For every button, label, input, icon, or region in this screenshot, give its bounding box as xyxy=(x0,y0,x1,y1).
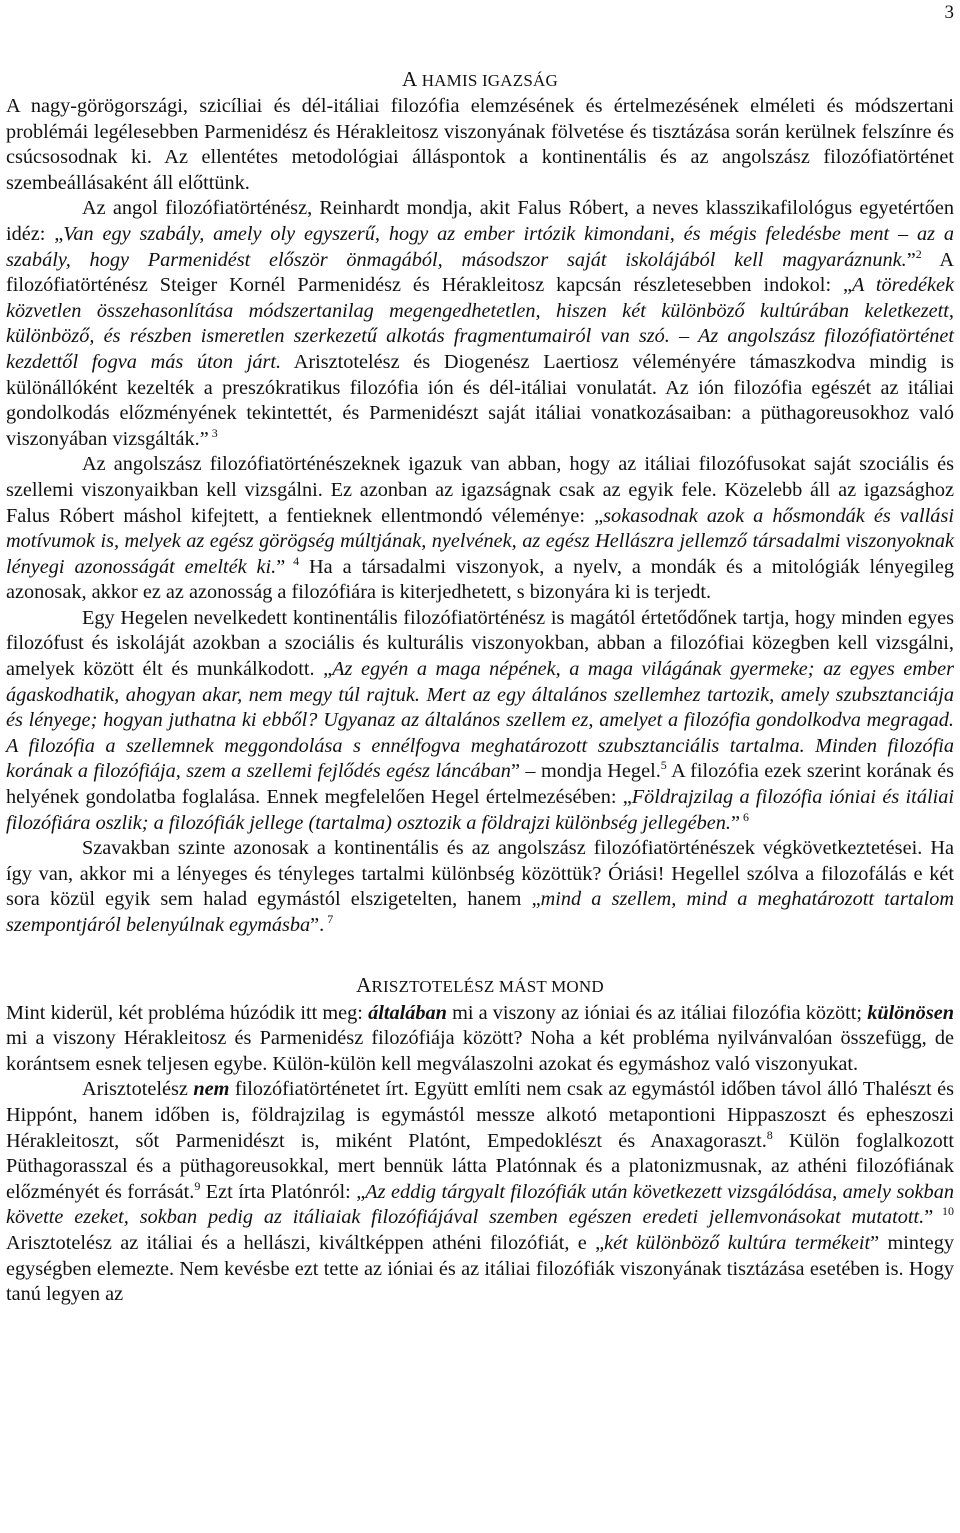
emphasis-altalaban: általában xyxy=(368,1001,447,1024)
footnote-ref-10[interactable]: 10 xyxy=(933,1204,954,1219)
paragraph-7: Arisztotelész nem filozófiatörténetet írt. Együtt említi nem csak az egymástól időben távol álló Thalészt és Hippónt, hanem időben is, földrajzilag is egymástól messze alkotó metapontioni Hippaszoszt és epheszoszi Hérakleitoszt, sőt Parmenidészt is, miként Platónt, Empedoklészt és Anaxagoraszt.$^8$ Külön foglalkozott Püthagorasszal és a püthagoreusokkal, mert bennük látta Platónnak és a platonizmusnak, az athéni filozófiának előzményét és forrását.$^9$ Ezt írta Platónról: „Az eddig tárgyalt filozófiák után következett vizsgálódása, amely sokban követte ezeket, sokban pedig az itáliaiak filozófiájával szemben egészen eredeti jellemvonásokat mutatott.” $^{10}$ Arisztotelész az itáliai és a hellászi, kiváltképpen athéni filozófiát, e „két különböző kultúra termékeit” mintegy egységben elemezte. Nem kevésbe ezt tette az ióniai és az itáliai filozófiák viszonyának tisztázása esetében is. Hogy tanú legyen az xyxy=(6,1078,954,1306)
footnote-ref-3[interactable]: 3 xyxy=(208,425,218,440)
quote-arisztotelesz: Az eddig tárgyalt filozófiák után következett vizsgálódása, amely sokban követte ezeket, sokban pedig az itáliaiak filozófiájával szemben egészen eredeti jellemvonásokat mutatott. xyxy=(6,1180,954,1229)
quote-reinhardt: Van egy szabály, amely oly egyszerű, hogy az ember irtózik kimondani, és mégis feledésbe ment – az a szabály, hogy Parmenidést először önmagából, másodszor saját iskolájából kell magyaráznunk. xyxy=(6,222,954,271)
footnote-ref-7[interactable]: 7 xyxy=(324,912,334,926)
paragraph-1: A nagy-görögországi, szicíliai és dél-itáliai filozófia elemzésének és értelmezésének elméleti és módszertani problémái legélesebben Parmenidész és Hérakleitosz viszonyának fölvetése és tisztázása során kerülnek felszínre és csúcsosodnak ki. Az ellentétes metodológiai álláspontok a kontinentális és az angolszász filozófiatörténet szembeállásaként áll előttünk. xyxy=(6,95,954,194)
emphasis-kulonosen: különösen xyxy=(867,1001,954,1024)
quote-falus: sokasodnak azok a hősmondák és vallási motívumok is, melyek az egész görögség múltjának, nyelvének, az egész Hellászra jellemző társadalmi viszonyoknak lényegi azonosságát emelték ki. xyxy=(6,504,954,578)
section-heading-hamis-igazsag: A HAMIS IGAZSÁG xyxy=(402,67,558,91)
quote-hegel-1: Az egyén a maga népének, a maga világának gyermeke; az egyes ember ágaskodhatik, ahogyan akar, nem megy túl rajtuk. Mert az egy általános szellemhez tartozik, amely szubsztanciája és lényege; hogyan juthatna ki ebből? Ugyanaz az általános szellem ez, amelyet a filozófia gondolkodva megragad. A filozófia a szellemnek meggondolása s ennélfogva meghatározott szubsztanciális tartalma. Minden filozófia korának a filozófiája, szem a szellemi fejlődés egész láncában xyxy=(6,658,954,783)
quote-ket-kultura: két különböző kultúra termékeit xyxy=(604,1231,871,1254)
paragraph-5: Szavakban szinte azonosak a kontinentális és az angolszász filozófiatörténészek végkövetkeztetései. Ha így van, akkor mi a lényeges és tényleges tartalmi különbség közöttük? Óriási! Hegellel szólva a filozofálás e két sora közül egyik sem halad egymástól elszigetelten, hanem „mind a szellem, mind a meghatározott tartalom szempontjáról belenyúlnak egymásba”. $^7$ xyxy=(6,837,954,936)
paragraph-3: Az angolszász filozófiatörténészeknek igazuk van abban, hogy az itáliai filozófusokat saját szociális és szellemi viszonyaikban kell vizsgálni. Ez azonban az igazságnak csak az egyik fele. Közelebb áll az igazsághoz Falus Róbert máshol kifejtett, a fentieknek ellentmondó véleménye: „sokasodnak azok a hősmondák és vallási motívumok is, melyek az egész görögség múltjának, nyelvének, az egész Hellászra jellemző társadalmi viszonyoknak lényegi azonosságát emelték ki.” $^4$ Ha a társadalmi viszonyok, a nyelv, a mondák és a mitológiák lényegileg azonosak, akkor ez az azonosság a filozófiára is kiterjedhetett, s bizonyára ki is terjedt. xyxy=(6,453,955,604)
footnote-ref-2[interactable]: 2 xyxy=(915,246,922,261)
footnote-ref-8[interactable]: 8 xyxy=(766,1127,773,1142)
page-number: 3 xyxy=(944,2,954,23)
quote-hegel-3: mind a szellem, mind a meghatározott tartalom szempontjáról belenyúlnak egymásba xyxy=(6,888,954,936)
quote-hegel-2: Földrajzilag a filozófia ióniai és itáliai filozófiára oszlik; a filozófiák jellege (tartalma) osztozik a földrajzi különbség jellegében. xyxy=(6,786,954,834)
paragraph-6: Mint kiderül, két probléma húzódik itt meg: általában mi a viszony az ióniai és az itáliai filozófia között; különösen mi a viszony Hérakleitosz és Parmenidész filozófiája között? Noha a két probléma nyilvánvalóan összefügg, de korántsem esnek teljesen egybe. Külön-külön kell megválaszolni azokat és egymáshoz való viszonyukat. xyxy=(6,1001,954,1075)
document-body xyxy=(6,64,954,1308)
footnote-ref-9[interactable]: 9 xyxy=(194,1178,201,1193)
quote-steiger: A töredékek közvetlen összehasonlítása módszertanilag megengedhetetlen, hiszen két különböző kultúrában keletkezett, különböző, és részben ismeretlen szerkezetű alkotás fragmentumairól van szó. – Az angolszász filozófiatörténet kezdettől fogva más úton járt. xyxy=(6,274,954,373)
footnote-ref-6[interactable]: 6 xyxy=(740,809,750,824)
footnote-ref-5[interactable]: 5 xyxy=(660,758,667,773)
paragraph-4: Egy Hegelen nevelkedett kontinentális filozófiatörténész is magától értetődőnek tartja, hogy minden egyes filozófust és iskoláját azokban a szociális és kulturális viszonyokban, abban a filozófiai közegben kell vizsgálni, amelyek között élt és munkálkodott. „Az egyén a maga népének, a maga világának gyermeke; az egyes ember ágaskodhatik, ahogyan akar, nem megy túl rajtuk. Mert az egy általános szellemhez tartozik, amely szubsztanciája és lényege; hogyan juthatna ki ebből? Ugyanaz az általános szellem ez, amelyet a filozófia gondolkodva megragad. A filozófia a szellemnek meggondolása s ennélfogva meghatározott szubsztanciális tartalma. Minden filozófia korának a filozófiája, szem a szellemi fejlődés egész láncában” – mondja Hegel.$^5$ A filozófia ezek szerint korának és helyének gondolatba foglalása. Ennek megfelelően Hegel értelmezésében: „Földrajzilag a filozófia ióniai és itáliai filozófiára oszlik; a filozófiák jellege (tartalma) osztozik a földrajzi különbség jellegében.” $^6$ xyxy=(6,606,955,834)
section-heading-arisztotelesz: ARISZTOTELÉSZ MÁST MOND xyxy=(356,972,604,997)
emphasis-nem: nem xyxy=(193,1078,230,1101)
footnote-ref-4[interactable]: 4 xyxy=(285,553,300,568)
paragraph-2: Az angol filozófiatörténész, Reinhardt mondja, akit Falus Róbert, a neves klasszikafilológus egyetértően idéz: „Van egy szabály, amely oly egyszerű, hogy az ember irtózik kimondani, és mégis feledésbe ment – az a szabály, hogy Parmenidést először önmagából, másodszor saját iskolájából kell magyaráznunk.”$^2$ A filozófiatörténész Steiger Kornél Parmenidész és Hérakleitosz kapcsán részletesebben indokol: „A töredékek közvetlen összehasonlítása módszertanilag megengedhetetlen, hiszen két különböző kultúrában keletkezett, különböző, és részben ismeretlen szerkezetű alkotás fragmentumairól van szó. – Az angolszász filozófiatörténet kezdettől fogva más úton járt. Arisztotelész és Diogenész Laertiosz véleményére támaszkodva mindig is különállóként kezelték a preszókratikus filozófia ión és dél-itáliai vonulatát. Az ión filozófia egészét az itáliai gondolkodás előzményének tekintettét, és Parmenidészt saját itáliai vonatkozásaiban: a püthagoreusokhoz való viszonyában vizsgálták.” $^3$ xyxy=(6,197,954,450)
